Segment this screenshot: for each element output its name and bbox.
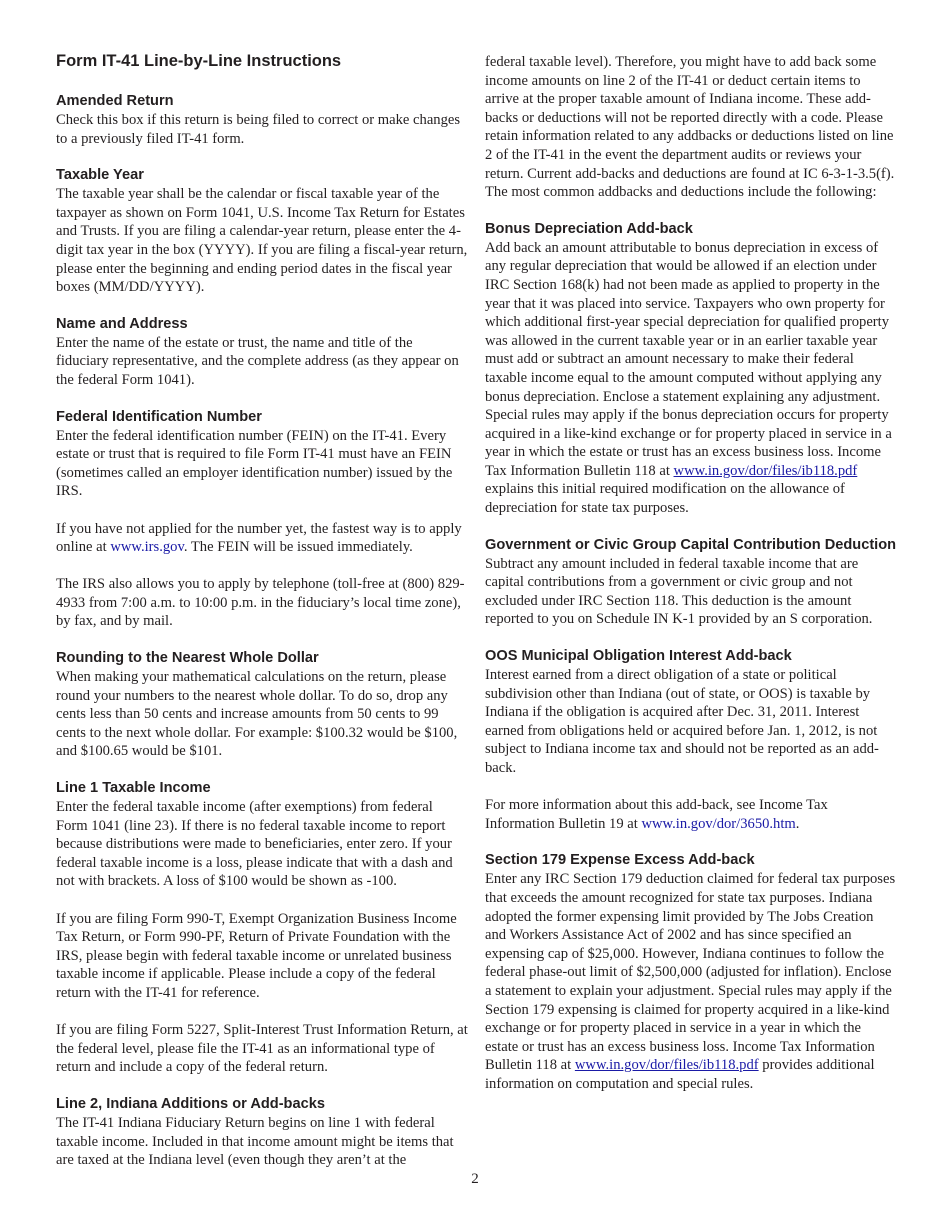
paragraph: Check this box if this return is being filed to correct or make changes to a previously filed IT-41 form. [56, 112, 461, 147]
section-heading: Bonus Depreciation Add-back [485, 220, 693, 237]
text-run: For more information about this add-back, see Income Tax Information Bulletin 19 at [485, 797, 828, 832]
section-heading: Government or Civic Group Capital Contribution Deduction [485, 536, 897, 553]
section-heading: Line 1 Taxable Income [56, 780, 211, 797]
text-run: provides additional information on computation and special rules. [485, 1057, 875, 1092]
text-run: If you have not applied for the number yet, the fastest way is to apply online at [56, 520, 462, 556]
paragraph: Subtract any amount included in federal taxable income that are capital contributions from a government or civic group and not excluded under IRC Section 118. This deduction is the amount reported to you on Schedule IN K-1 provided by an S corporation. [485, 555, 873, 628]
section-name-and-address [56, 315, 468, 390]
section-taxable-year [56, 166, 468, 297]
section-heading: Section 179 Expense Excess Add-back [485, 852, 755, 869]
text-run: . The FEIN will be issued immediately. [183, 539, 413, 556]
left-column [56, 50, 468, 1188]
page-number: 2 [471, 1171, 479, 1187]
right-column [485, 53, 897, 1112]
paragraph: Enter the federal identification number (FEIN) on the IT-41. Every estate or trust that is required to file Form IT-41 must have an FEIN (sometimes called an employer identification number) issued by the IRS. [56, 427, 453, 500]
text-run: . [795, 815, 800, 832]
section-oos-municipal [485, 647, 897, 833]
paragraph: Enter the federal taxable income (after exemptions) from federal Form 1041 (line 23). If there is no federal taxable income to report because distributions were made to beneficiaries, enter zero. If your federal taxable income is a loss, please indicate that with a dash and not with brackets. A loss of $100 would be shown as -100. [56, 799, 453, 890]
paragraph: The taxable year shall be the calendar or fiscal taxable year of the taxpayer as shown on Form 1041, U.S. Income Tax Return for Estates and Trusts. If you are filing a calendar-year return, please enter the 4-digit tax year in the box (YYYY). If you are filing a fiscal-year return, please enter the beginning and ending period dates in the fiscal year boxes (MM/DD/YYYY). [56, 186, 468, 296]
section-179-expense [485, 851, 897, 1093]
ib118-link[interactable]: www.in.gov/dor/files/ib118.pdf [673, 462, 858, 479]
section-line-1 [56, 779, 468, 1077]
paragraph [485, 796, 897, 833]
paragraph [485, 239, 897, 518]
paragraph: Enter the name of the estate or trust, the name and title of the fiduciary representative, and the complete address (as they appear on the federal Form 1041). [56, 334, 459, 388]
paragraph [56, 520, 468, 557]
paragraph [485, 870, 897, 1093]
ib118-link[interactable]: www.in.gov/dor/files/ib118.pdf [574, 1057, 759, 1074]
section-heading: Name and Address [56, 315, 188, 332]
section-heading: OOS Municipal Obligation Interest Add-back [485, 648, 792, 665]
section-heading: Rounding to the Nearest Whole Dollar [56, 650, 319, 667]
section-heading: Line 2, Indiana Additions or Add-backs [56, 1095, 325, 1112]
section-line-2-continued [485, 53, 897, 202]
text-run: Add back an amount attributable to bonus depreciation in excess of any regular depreciation that would be allowed if an election under IRC Section 168(k) had not been made as applied to property in the year that it was placed into service. Taxpayers who own property for which additional first-year special depreciation for qualified property was allowed in the current taxable year or in an earlier taxable year must add or subtract an amount necessary to make their federal taxable income equal to the amount computed without applying any bonus depreciation. Enclose a statement explaining any adjustment. Special rules may apply if the bonus depreciation occurs for property acquired in a like-kind exchange or for property placed in service in a year in which the estate or trust has an excess business loss. Income Tax Information Bulletin 118 at [485, 239, 892, 479]
section-amended-return [56, 92, 468, 148]
paragraph: When making your mathematical calculations on the return, please round your numbers to the nearest whole dollar. To do so, drop any cents less than 50 cents and increase amounts from 50 cents to 99 cents to the next whole dollar. For example: $100.32 would be $100, and $100.65 would be $101. [56, 669, 458, 760]
paragraph: federal taxable level). Therefore, you might have to add back some income amounts on line 2 of the IT-41 or deduct certain items to arrive at the proper taxable amount of Indiana income. These add-backs or deductions will not be reported directly with a code. Please retain information related to any addbacks or deductions listed on line 2 of the IT-41 in the event the department audits or reviews your return. Current add-backs and deductions are found at IC 6-3-1-3.5(f). The most common addbacks and deductions include the following: [485, 54, 895, 201]
section-heading: Amended Return [56, 93, 174, 109]
section-line-2 [56, 1095, 468, 1170]
paragraph: Interest earned from a direct obligation of a state or political subdivision other than Indiana (out of state, or OOS) is taxable by Indiana if the obligation is acquired after Dec. 31, 2011. Interest earned from obligations held or acquired before Jan. 1, 2012, is not subject to Indiana income tax and should not be reported as an add-back. [485, 667, 879, 776]
text-run: explains this initial required modification on the allowance of depreciation for state tax purposes. [485, 481, 845, 517]
section-government-civic [485, 536, 897, 629]
ib19-link[interactable]: www.in.gov/dor/3650.htm [641, 815, 796, 832]
text-run: Enter any IRC Section 179 deduction claimed for federal tax purposes that exceeds the amount recognized for state tax purposes. Indiana adopted the former expensing limit provided by The Jobs Creation and Workers Assistance Act of 2002 and has since specified an expensing cap of $25,000. However, Indiana continues to follow the federal phase-out limit of $2,500,000 (adjusted for inflation). Enclose a statement to explain your adjustment. Special rules may apply if the Section 179 expensing is claimed for property acquired in a like-kind exchange or for property placed in service in a year in which the estate or trust has an excess business loss. Income Tax Information Bulletin 118 at [485, 871, 896, 1074]
paragraph: If you are filing Form 990-T, Exempt Organization Business Income Tax Return, or Form 990-PF, Return of Private Foundation with the IRS, please begin with federal taxable income or unrelated business taxable income if applicable. Please include a copy of the federal return with the IT-41 for reference. [56, 910, 457, 1001]
paragraph: The IRS also allows you to apply by telephone (toll-free at (800) 829-4933 from 7:00 a.m. to 10:00 p.m. in the fiduciary’s local time zone), by fax, and by mail. [56, 576, 465, 630]
irs-website-link[interactable]: www.irs.gov [110, 539, 184, 556]
section-federal-id [56, 408, 468, 632]
section-heading: Taxable Year [56, 167, 144, 184]
paragraph: The IT-41 Indiana Fiduciary Return begins on line 1 with federal taxable income. Included in that income amount might be items that are taxed at the Indiana level (even though they aren’t at the [56, 1114, 454, 1169]
paragraph: If you are filing Form 5227, Split-Interest Trust Information Return, at the federal level, please file the IT-41 as an informational type of return and include a copy of the federal return. [56, 1022, 468, 1076]
section-bonus-depreciation [485, 220, 897, 518]
section-rounding [56, 649, 468, 761]
page-title: Form IT-41 Line-by-Line Instructions [56, 52, 342, 70]
section-heading: Federal Identification Number [56, 408, 262, 425]
